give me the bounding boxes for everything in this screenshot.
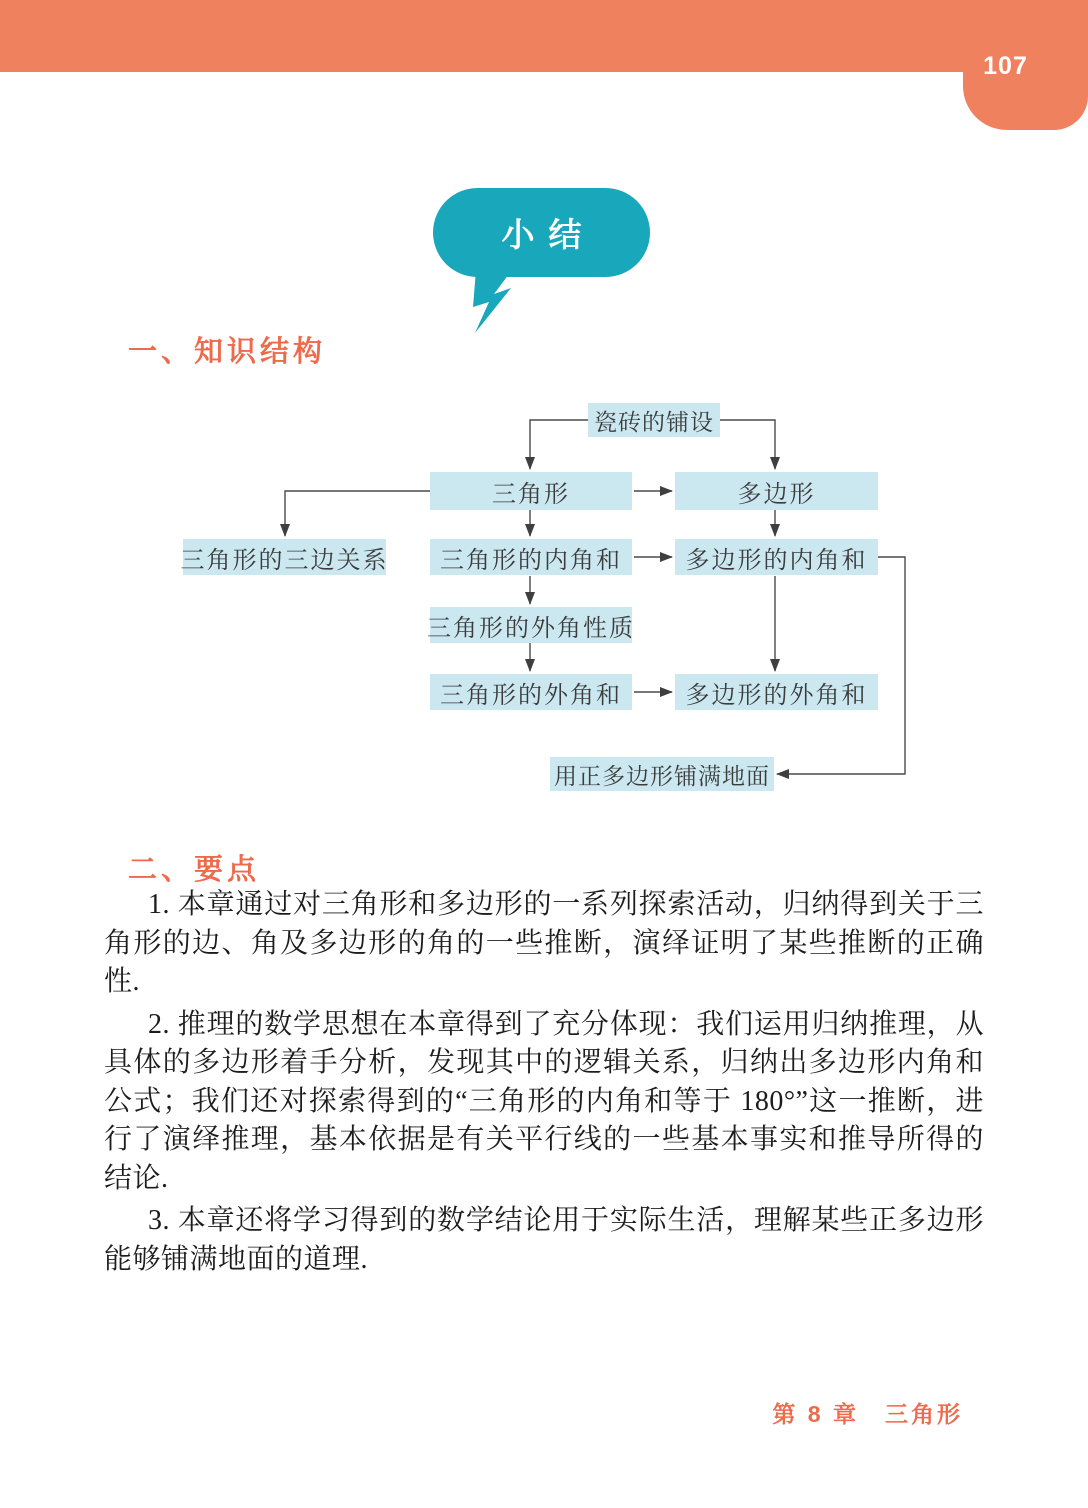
page-number-tab xyxy=(963,0,1088,130)
chapter-footer: 第 8 章 三角形 xyxy=(772,1401,963,1427)
diagram-node-poly-interior: 多边形的内角和 xyxy=(675,539,878,575)
diagram-node-tiling: 用正多边形铺满地面 xyxy=(550,757,774,791)
speech-bubble-tail-icon xyxy=(463,262,533,340)
header-bar xyxy=(0,0,1088,72)
diagram-connector-lines xyxy=(0,395,1088,805)
knowledge-structure-diagram xyxy=(0,395,1088,805)
section-heading-knowledge: 一、知识结构 xyxy=(128,336,327,368)
diagram-node-tiles: 瓷砖的铺设 xyxy=(588,403,720,437)
diagram-node-triangle: 三角形 xyxy=(430,472,632,510)
key-point-paragraph-2: 2. 推理的数学思想在本章得到了充分体现：我们运用归纳推理，从具体的多边形着手分析，发现其中的逻辑关系，归纳出多边形内角和公式；我们还对探索得到的“三角形的内角和等于 180°”这一推断，进行了演绎推理，基本依据是有关平行线的一些基本事实和推导所得的结论. xyxy=(104,1008,984,1194)
diagram-node-tri-exterior: 三角形的外角和 xyxy=(430,674,632,710)
key-point-paragraph-1: 1. 本章通过对三角形和多边形的一系列探索活动，归纳得到关于三角形的边、角及多边形的角的一些推断，演绎证明了某些推断的正确性. xyxy=(104,889,984,997)
diagram-node-tri-ext-property: 三角形的外角性质 xyxy=(430,607,632,643)
page-number: 107 xyxy=(983,52,1028,80)
diagram-node-tri-interior: 三角形的内角和 xyxy=(430,539,632,575)
key-point-paragraph-3: 3. 本章还将学习得到的数学结论用于实际生活，理解某些正多边形能够铺满地面的道理. xyxy=(104,1205,984,1275)
diagram-node-poly-exterior: 多边形的外角和 xyxy=(675,674,878,710)
diagram-node-tri-sides: 三角形的三边关系 xyxy=(183,539,386,575)
section-heading-keypoints: 二、要点 xyxy=(128,854,261,886)
key-points-text xyxy=(104,886,984,1283)
summary-bubble-label: 小结 xyxy=(501,216,596,253)
diagram-node-polygon: 多边形 xyxy=(675,472,878,510)
